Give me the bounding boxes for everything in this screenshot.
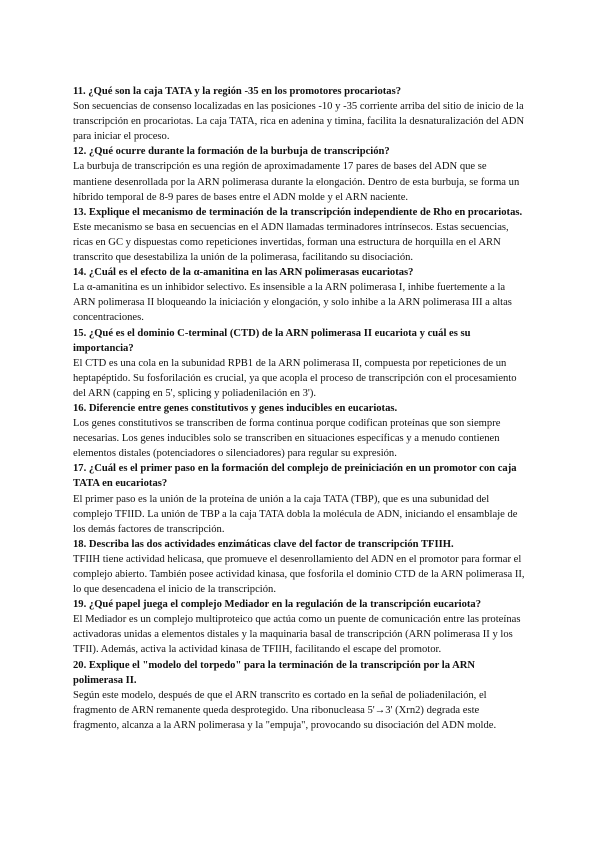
qa-item (73, 537, 525, 597)
qa-item (73, 84, 525, 144)
question-heading: 16. Diferencie entre genes constitutivos y genes inducibles en eucariotas. (73, 402, 398, 414)
answer-text: Los genes constitutivos se transcriben de forma continua porque codifican proteínas que son siempre necesarias. Los genes inducibles solo se transcriben en situaciones específicas y a menudo contienen elementos distales (potenciadores o silenciadores) para regular su expresión. (73, 418, 501, 460)
question-heading: 19. ¿Qué papel juega el complejo Mediador en la regulación de la transcripción eucariota? (73, 599, 482, 611)
answer-text: Según este modelo, después de que el ARN transcrito es cortado en la señal de poliadenilación, el fragmento de ARN remanente queda desprotegido. Una ribonucleasa 5'→3' (Xrn2) degrada este fragmento, alcanza a la ARN polimerasa y la "empuja", provocando su disociación del ADN molde. (73, 689, 497, 731)
answer-text: La burbuja de transcripción es una región de aproximadamente 17 pares de bases del ADN que se mantiene desenrollada por la ARN polimerasa durante la elongación. Dentro de esta burbuja, se forma un híbrido temporal de 8-9 pares de bases entre el ADN molde y el ARN naciente. (73, 161, 520, 203)
question-heading: 13. Explique el mecanismo de terminación de la transcripción independiente de Rho en procariotas. (73, 206, 523, 218)
answer-text: Son secuencias de consenso localizadas en las posiciones -10 y -35 corriente arriba del sitio de inicio de la transcripción en procariotas. La caja TATA, rica en adenina y timina, facilita la desnaturalización del ADN para iniciar el proceso. (73, 101, 525, 143)
qa-item (73, 597, 525, 657)
question-heading: 17. ¿Cuál es el primer paso en la formación del complejo de preiniciación en un promotor con caja TATA en eucariotas? (73, 463, 517, 490)
question-heading: 18. Describa las dos actividades enzimáticas clave del factor de transcripción TFIIH. (73, 538, 454, 550)
qa-item (73, 205, 525, 265)
qa-item (73, 401, 525, 461)
answer-text: El CTD es una cola en la subunidad RPB1 de la ARN polimerasa II, compuesta por repeticiones de un heptapéptido. Su fosforilación es crucial, ya que acopla el proceso de transcripción con el procesamiento del ARN (capping en 5', splicing y poliadenilación en 3'). (73, 357, 517, 399)
qa-item (73, 658, 525, 733)
answer-text: La α-amanitina es un inhibidor selectivo. Es insensible a la ARN polimerasa I, inhibe fuertemente a la ARN polimerasa II bloqueando la iniciación y elongación, y solo inhibe a la ARN polimerasa III a altas concentraciones. (73, 282, 512, 324)
question-heading: 15. ¿Qué es el dominio C-terminal (CTD) de la ARN polimerasa II eucariota y cuál es su importancia? (73, 327, 471, 354)
qa-item (73, 265, 525, 325)
answer-text: Este mecanismo se basa en secuencias en el ADN llamadas terminadores intrínsecos. Estas secuencias, ricas en GC y dispuestas como repeticiones invertidas, forman una estructura de horquilla en el ARN transcrito que desestabiliza la unión de la polimerasa, facilitando su disociación. (73, 221, 509, 264)
answer-text: TFIIH tiene actividad helicasa, que promueve el desenrollamiento del ADN en el promotor para formar el complejo abierto. También posee actividad kinasa, que fosforila el dominio CTD de la ARN polimerasa II, lo que desencadena el inicio de la transcripción. (73, 553, 525, 596)
answer-text: El Mediador es un complejo multiproteico que actúa como un puente de comunicación entre las proteínas activadoras unidas a elementos distales y la maquinaria basal de transcripción (ARN polimerasa II y los TFII). Además, activa la actividad kinasa de TFIIH, facilitando el escape del promotor. (73, 614, 521, 656)
question-heading: 11. ¿Qué son la caja TATA y la región -35 en los promotores procariotas? (73, 86, 402, 97)
qa-item (73, 326, 525, 401)
answer-text: El primer paso es la unión de la proteína de unión a la caja TATA (TBP), que es una subunidad del complejo TFIID. La unión de TBP a la caja TATA dobla la molécula de ADN, iniciando el ensamblaje de los demás factores de transcripción. (73, 493, 518, 535)
question-heading: 14. ¿Cuál es el efecto de la α-amanitina en las ARN polimerasas eucariotas? (73, 267, 414, 279)
question-heading: 12. ¿Qué ocurre durante la formación de la burbuja de transcripción? (73, 146, 390, 158)
qa-item (73, 144, 525, 204)
qa-item (73, 461, 525, 536)
document-page (73, 84, 525, 733)
question-heading: 20. Explique el "modelo del torpedo" para la terminación de la transcripción por la ARN polimerasa II. (73, 659, 476, 686)
